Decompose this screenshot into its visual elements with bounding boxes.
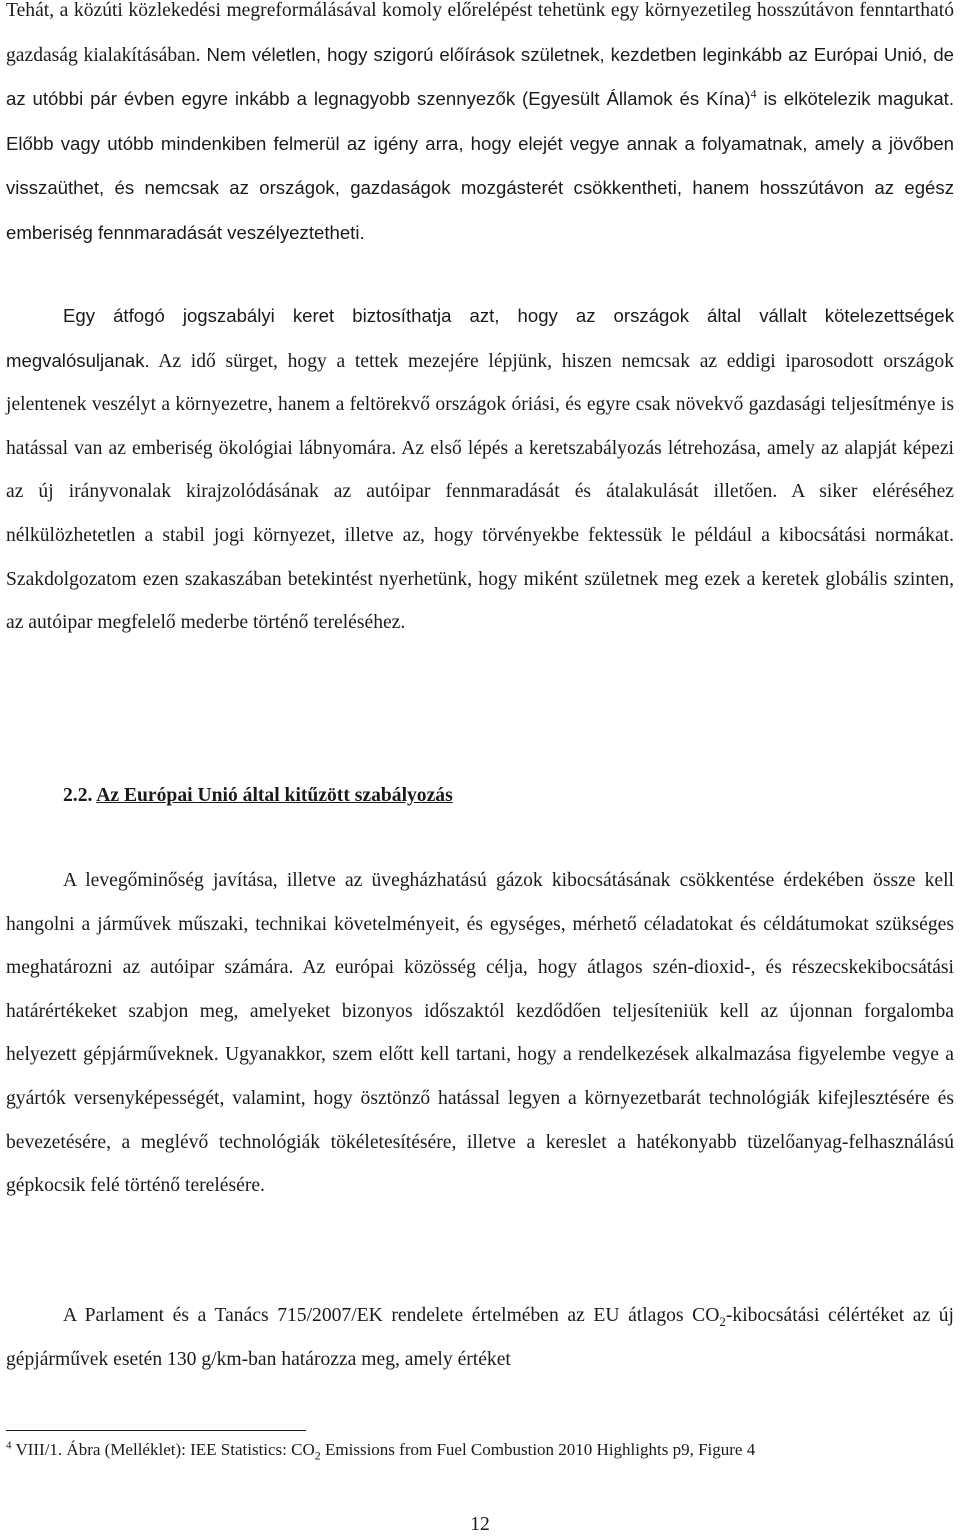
footnote-text-b: Emissions from Fuel Combustion 2010 Highlights p9, Figure 4 <box>320 1440 756 1459</box>
page-number: 12 <box>470 1514 490 1535</box>
footnote-reference[interactable]: 4 <box>750 86 757 101</box>
paragraph-2-sans-part: Egy átfogó jogszabályi keret biztosíthatja azt, hogy az országok által vállalt kötelezettségek megvalósuljanak. <box>6 305 954 371</box>
co2-subscript: 2 <box>719 1313 726 1329</box>
paragraph-4-part-b: -kibocsátási célértéket az új gépjárművek esetén 130 g/km-ban határozza meg, amely értéket <box>6 1305 954 1370</box>
paragraph-2 <box>6 294 954 645</box>
section-heading <box>63 776 453 816</box>
footnote <box>6 1438 954 1462</box>
section-title: Az Európai Unió által kitűzött szabályozás <box>96 785 453 806</box>
paragraph-1 <box>6 0 954 256</box>
paragraph-4 <box>6 1294 954 1381</box>
paragraph-3: A levegőminőség javítása, illetve az üvegházhatású gázok kibocsátásának csökkentése érdekében össze kell hangolni a járművek műszaki, technikai követelményeit, és egységes, mérhető céladatokat és céldátumokat szükséges meghatározni az autóipar számára. Az európai közösség célja, hogy átlagos szén-dioxid-, és részecskekibocsátási határértékeket szabjon meg, amelyeket bizonyos időszaktól kezdődően teljesíteniük kell az újonnan forgalomba helyezett gépjárműveknek. Ugyanakkor, szem előtt kell tartani, hogy a rendelkezések alkalmazása figyelembe vegye a gyártók versenyképességét, valamint, hogy ösztönző hatással legyen a környezetbarát technológiák kifejlesztésére és bevezetésére, a meglévő technológiák tökéletesítésére, illetve a kereslet a hatékonyabb tüzelőanyag-felhasználású gépkocsik felé történő terelésére. <box>6 870 954 1197</box>
footnote-co2-subscript: 2 <box>314 1448 321 1463</box>
paragraph-1-sans-part-b: is elkötelezik magukat. Előbb vagy utóbb mindenkiben felmerül az igény arra, hogy elejét vegye annak a folyamatnak, amely a jövőben visszaüthet, és nemcsak az országok, gazdaságok mozgásterét csökkentheti, hanem hosszútávon az egész emberiség fennmaradását veszélyeztetheti. <box>6 88 954 243</box>
section-number: 2.2. <box>63 785 93 806</box>
footnote-text-a: VIII/1. Ábra (Melléklet): IEE Statistics: CO <box>11 1440 315 1459</box>
paragraph-1-sans-part-a: Nem véletlen, hogy szigorú előírások születnek, kezdetben leginkább az Európai Unió, de az utóbbi pár évben egyre inkább a legnagyobb szennyezők (Egyesült Államok és Kína) <box>6 43 954 110</box>
paragraph-2-serif-part: Az idő sürget, hogy a tettek mezejére lépjünk, hiszen nemcsak az eddigi iparosodott országok jelentenek veszélyt a környezetre, hanem a feltörekvő országok óriási, és egyre csak növekvő gazdasági teljesítménye is hatással van az emberiség ökológiai lábnyomára. Az első lépés a keretszabályozás létrehozása, amely az alapját képezi az új irányvonalak kirajzolódásának az autóipar fennmaradását és átalakulását illetően. A siker eléréséhez nélkülözhetetlen a stabil jogi környezet, illetve az, hogy törvényekbe fektessük le például a kibocsátási normákat. Szakdolgozatom ezen szakaszában betekintést nyerhetünk, hogy miként születnek meg ezek a keretek globális szinten, az autóipar megfelelő mederbe történő tereléséhez. <box>6 350 954 634</box>
footnote-marker: 4 <box>6 1439 12 1452</box>
footnote-separator <box>6 1430 306 1431</box>
paragraph-4-part-a: A Parlament és a Tanács 715/2007/EK rendelete értelmében az EU átlagos CO <box>63 1305 720 1326</box>
paragraph-1-intro: Tehát, a közúti közlekedési megreformálásával komoly előrelépést tehetünk egy környezetileg hosszútávon fenntartható gazdaság kialakításában. <box>6 0 954 66</box>
